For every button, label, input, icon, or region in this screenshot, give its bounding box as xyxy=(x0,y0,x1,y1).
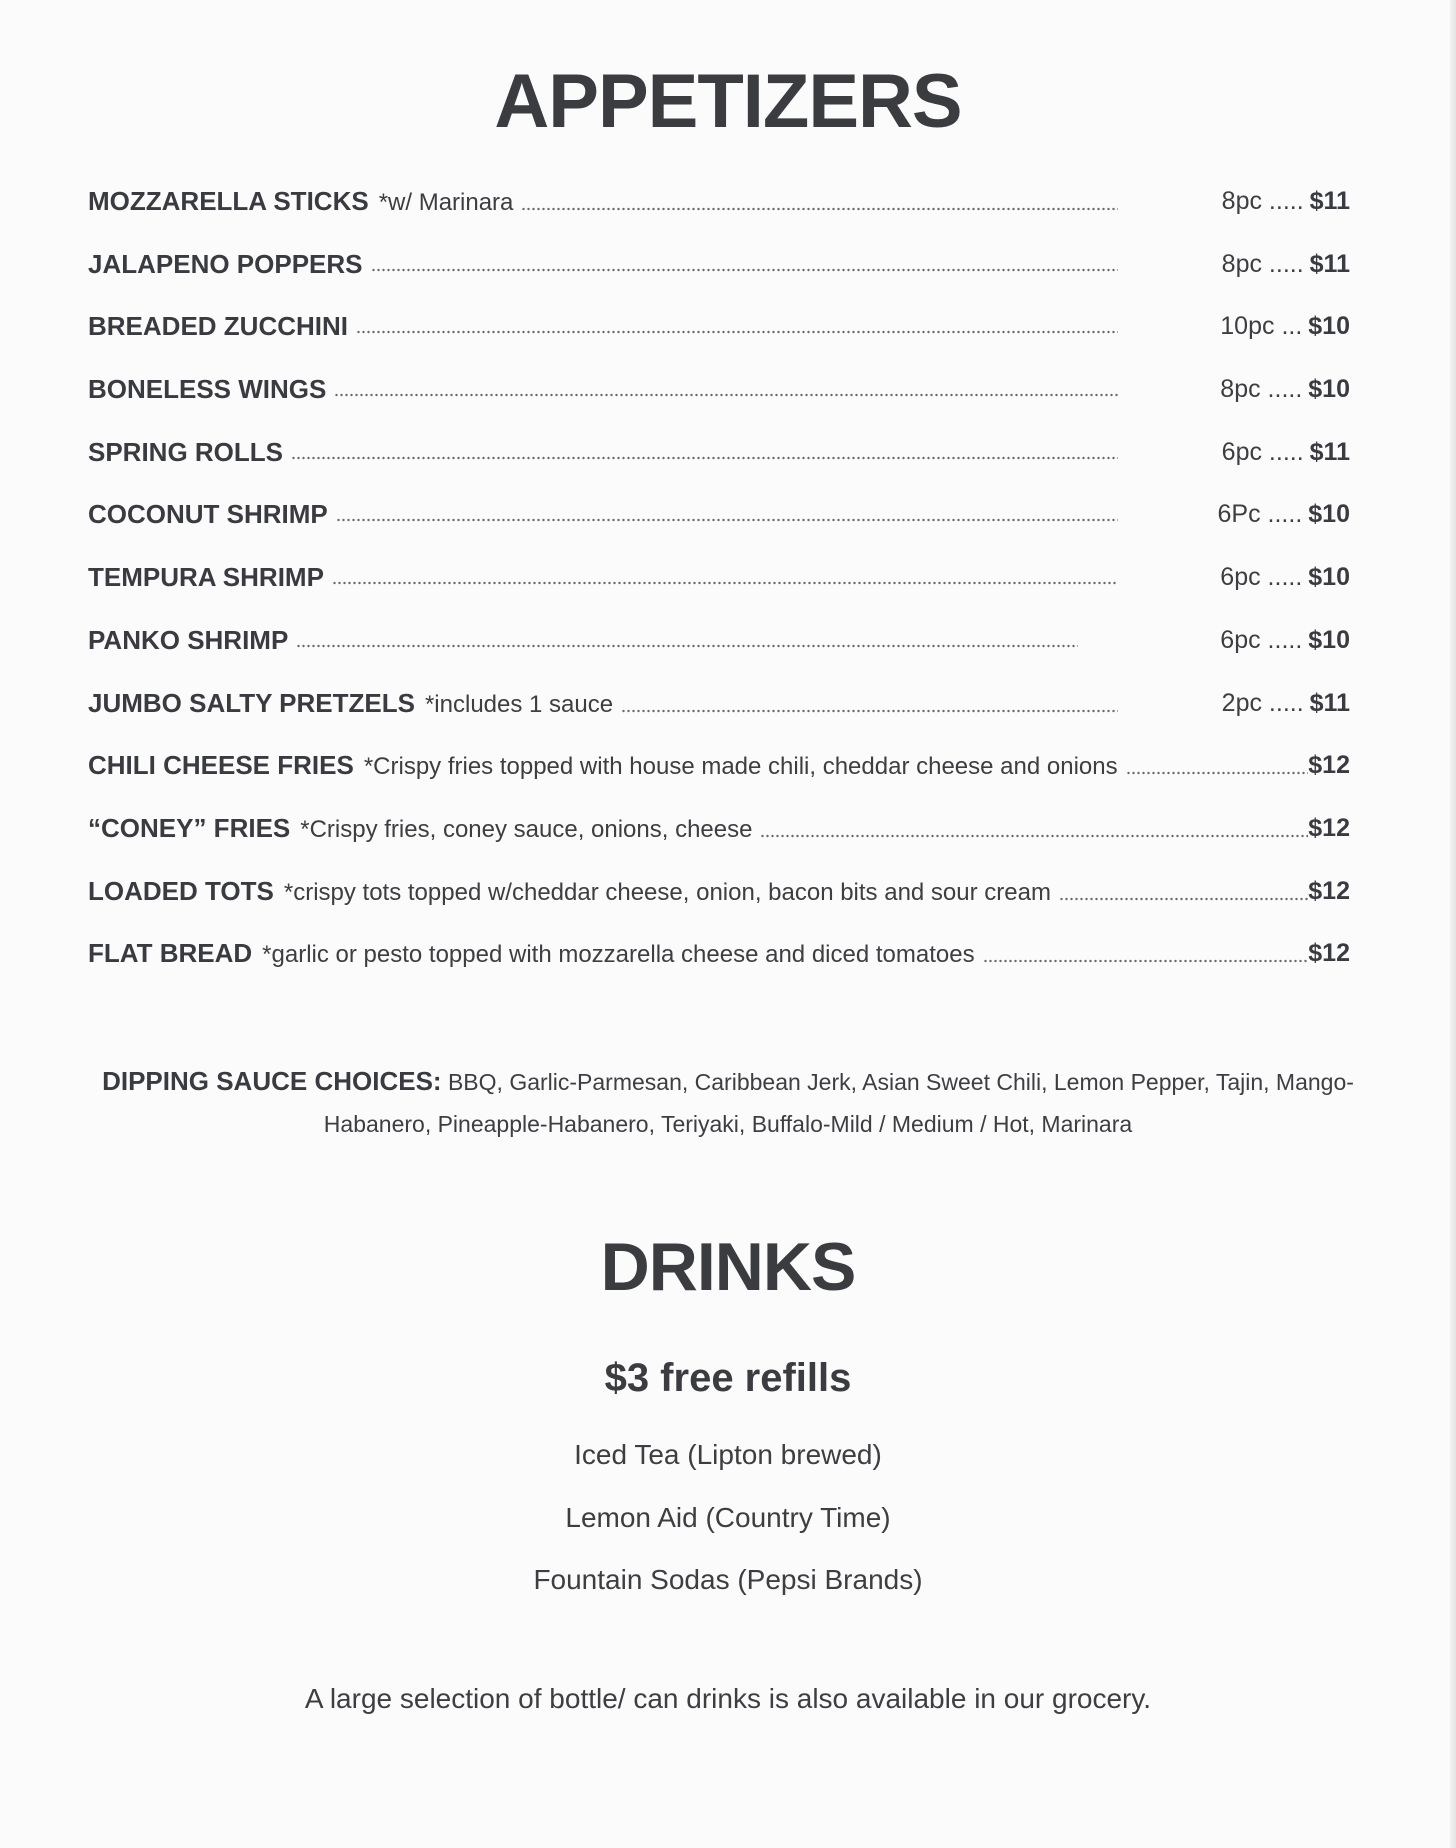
sauce-list: BBQ, Garlic-Parmesan, Caribbean Jerk, Asian Sweet Chili, Lemon Pepper, Tajin, Mango-Habanero, Pineapple-Habanero, Teriyaki, Buffalo-Mild / Medium / Hot, Marinara xyxy=(323,1069,1354,1137)
menu-item-tempura-shrimp xyxy=(88,562,1350,625)
drinks-title: DRINKS xyxy=(600,1229,856,1305)
item-name: TEMPURA SHRIMP xyxy=(88,562,324,593)
item-note: *Crispy fries, coney sauce, onions, cheese xyxy=(300,815,753,843)
item-name: JALAPENO POPPERS xyxy=(88,248,363,279)
appetizers-title: APPETIZERS xyxy=(494,59,962,144)
item-note: *w/ Marinara xyxy=(378,189,514,216)
item-qty: 10pc ... xyxy=(1220,312,1303,341)
dot-leader xyxy=(291,456,1118,460)
menu-item-chili-cheese-fries xyxy=(88,750,1350,813)
item-name: MOZZARELLA STICKS xyxy=(88,186,369,216)
item-qty: 6pc ..... xyxy=(1221,437,1304,466)
item-price: $12 xyxy=(1308,939,1350,968)
item-note: *includes 1 sauce xyxy=(424,690,614,718)
dot-leader xyxy=(371,268,1118,272)
item-name: FLAT BREAD xyxy=(88,938,253,969)
drink-item: Fountain Sodas (Pepsi Brands) xyxy=(533,1564,923,1595)
dot-leader xyxy=(621,709,1118,713)
item-name: BONELESS WINGS xyxy=(88,374,327,405)
drink-item: Iced Tea (Lipton brewed) xyxy=(574,1439,882,1470)
dot-leader xyxy=(760,834,1308,838)
item-qty: 8pc ..... xyxy=(1221,249,1304,278)
dot-leader xyxy=(1126,771,1308,775)
item-note: *garlic or pesto topped with mozzarella cheese and diced tomatoes xyxy=(262,941,975,969)
item-note: *crispy tots topped w/cheddar cheese, onion, bacon bits and sour cream xyxy=(283,878,1051,906)
dot-leader xyxy=(336,518,1118,522)
item-price: $12 xyxy=(1308,876,1350,905)
item-qty: 8pc ..... xyxy=(1221,187,1304,215)
dot-leader xyxy=(1059,897,1308,901)
item-price: $11 xyxy=(1309,437,1350,466)
item-price: $10 xyxy=(1308,312,1350,341)
item-price: $12 xyxy=(1308,751,1350,780)
item-price: $10 xyxy=(1308,375,1350,404)
menu-item-jumbo-salty-pretzels xyxy=(88,688,1350,751)
menu-item-flat-bread xyxy=(88,938,1350,1001)
item-price: $11 xyxy=(1309,249,1350,278)
item-name: LOADED TOTS xyxy=(88,875,274,906)
drinks-list xyxy=(0,1435,1456,1623)
menu-item-mozzarella-sticks xyxy=(88,186,1350,249)
menu-item-coney-fries xyxy=(88,813,1350,876)
dot-leader xyxy=(356,330,1118,334)
item-price: $10 xyxy=(1308,625,1350,654)
dipping-sauce-choices xyxy=(100,1060,1356,1145)
item-note: *Crispy fries topped with house made chili, cheddar cheese and onions xyxy=(363,753,1118,781)
item-name: JUMBO SALTY PRETZELS xyxy=(88,687,415,718)
item-price: $11 xyxy=(1309,688,1350,717)
sauce-label: DIPPING SAUCE CHOICES: xyxy=(102,1066,442,1096)
item-price: $11 xyxy=(1309,187,1350,215)
item-name: “CONEY” FRIES xyxy=(88,812,291,843)
item-price: $12 xyxy=(1308,813,1350,842)
drinks-subtitle: $3 free refills xyxy=(604,1356,852,1400)
item-qty: 6Pc ..... xyxy=(1217,500,1303,529)
appetizers-list xyxy=(88,186,1350,1001)
menu-item-panko-shrimp xyxy=(88,625,1350,688)
dot-leader xyxy=(296,644,1078,648)
item-qty: 2pc ..... xyxy=(1221,688,1304,717)
item-price: $10 xyxy=(1308,563,1350,592)
drink-item: Lemon Aid (Country Time) xyxy=(565,1501,891,1533)
item-qty: 8pc ..... xyxy=(1220,375,1303,404)
grocery-note: A large selection of bottle/ can drinks is also available in our grocery. xyxy=(304,1683,1152,1714)
menu-item-loaded-tots xyxy=(88,876,1350,939)
menu-item-spring-rolls xyxy=(88,437,1350,500)
dot-leader xyxy=(983,959,1308,963)
dot-leader xyxy=(332,581,1118,585)
menu-item-coconut-shrimp xyxy=(88,499,1350,562)
dot-leader xyxy=(521,207,1118,211)
menu-item-jalapeno-poppers xyxy=(88,249,1350,312)
item-name: CHILI CHEESE FRIES xyxy=(88,750,354,781)
item-qty: 6pc ..... xyxy=(1220,625,1303,654)
item-qty: 6pc ..... xyxy=(1220,563,1303,592)
item-price: $10 xyxy=(1308,500,1350,529)
item-name: PANKO SHRIMP xyxy=(88,624,289,655)
dot-leader xyxy=(334,393,1118,397)
item-name: SPRING ROLLS xyxy=(88,436,284,467)
menu-item-boneless-wings xyxy=(88,374,1350,437)
item-name: BREADED ZUCCHINI xyxy=(88,311,348,342)
item-name: COCONUT SHRIMP xyxy=(88,499,328,530)
menu-item-breaded-zucchini xyxy=(88,311,1350,374)
